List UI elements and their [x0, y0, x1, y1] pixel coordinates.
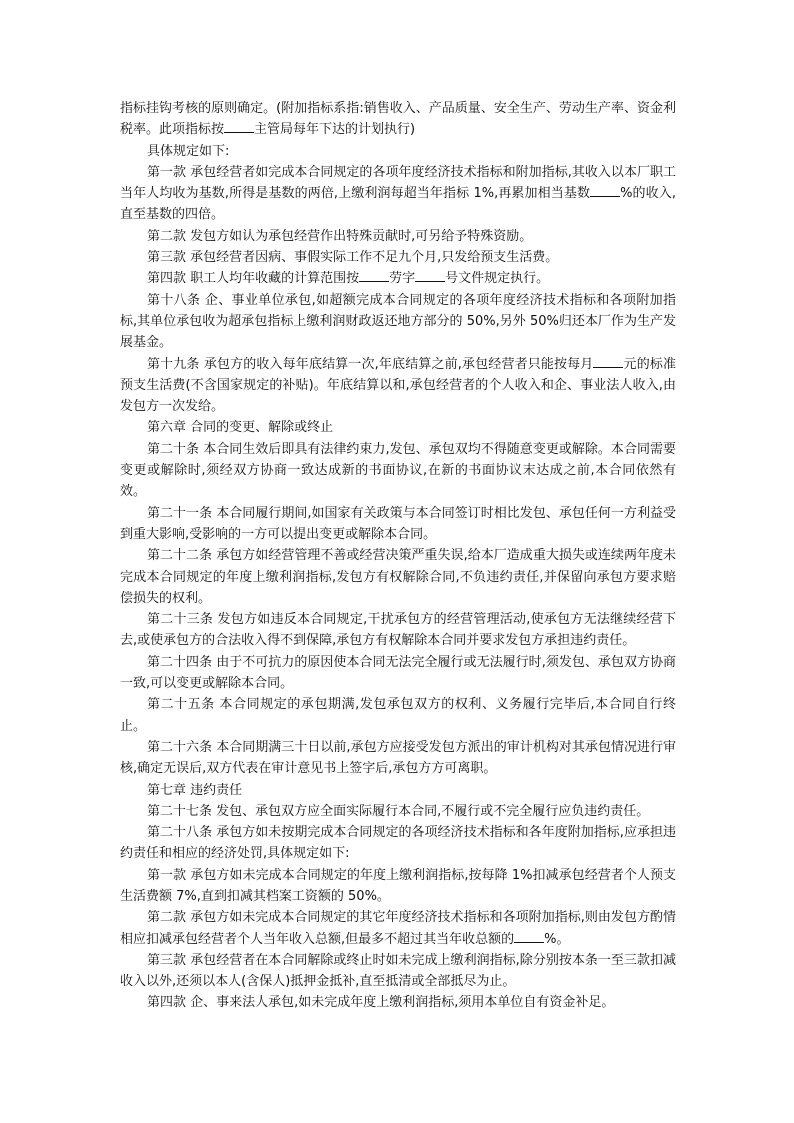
- paragraph-6: 第四款 职工人均年收藏的计算范围按 劳字 号文件规定执行。: [147, 271, 550, 287]
- paragraph-23: 第四款 企、事来法人承包,如未完成年度上缴利润指标,须用本单位自有资金补足。: [147, 995, 615, 1011]
- paragraph-11: 第二十一条 本合同履行期间,如国家有关政策与本合同签订时相比发包、承包任何一方利益受到重大影响,受影响的一方可以提出变更或解除本合同。: [120, 505, 676, 542]
- paragraph-3: 第一款 承包经营者如完成本合同规定的各项年度经济技术指标和附加指标,其收入以本厂职工当年人均收为基数,所得是基数的两倍,上缴利润每超当年指标 1%,再累加相当基数 %的收入,直至基数的四倍。: [120, 164, 676, 223]
- blank-field: [415, 281, 445, 282]
- paragraph-21: 第二款 承包方如未完成本合同规定的其它年度经济技术指标和各项附加指标,则由发包方酌情相应扣减承包经营者个人当年收入总额,但最多不超过其当年收总额的 %。: [120, 910, 676, 947]
- paragraph-18: 第二十七条 发包、承包双方应全面实际履行本合同,不履行或不完全履行应负违约责任。: [147, 803, 650, 819]
- blank-field: [514, 942, 544, 943]
- blank-field: [359, 281, 389, 282]
- document-page: [120, 98, 676, 1014]
- paragraph-16: 第二十六条 本合同期满三十日以前,承包方应接受发包方派出的审计机构对其承包情况进行审核,确定无误后,双方代表在审计意见书上签字后,承包方方可离职。: [120, 739, 676, 777]
- paragraph-14: 第二十四条 由于不可抗力的原因使本合同无法完全履行或无法履行时,须发包、承包双方协商一致,可以变更或解除本合同。: [120, 654, 676, 692]
- paragraph-10: 第二十条 本合同生效后即具有法律约束力,发包、承包双均不得随意变更或解除。本合同需要变更或解除时,须经双方协商一致达成新的书面协议,在新的书面协议末达成之前,本合同依然有效。: [120, 441, 676, 500]
- paragraph-8: 第十九条 承包方的收入每年底结算一次,年底结算之前,承包经营者只能按每月 元的标准预支生活费(不含国家规定的补贴)。年底结算以和,承包经营者的个人收入和企、事业法人收入,由发包方一次发给。: [120, 356, 676, 415]
- paragraph-20: 第一款 承包方如未完成本合同规定的年度上缴利润指标,按每降 1%扣减承包经营者个人预支生活费额 7%,直到扣减其档案工资额的 50%。: [120, 867, 676, 904]
- paragraph-4: 第二款 发包方如认为承包经营作出特殊贡献时,可另给予特殊资励。: [147, 228, 533, 244]
- paragraph-19: 第二十八条 承包方如未按期完成本合同规定的各项经济技术指标和各年度附加指标,应承担违约责任和相应的经济处罚,具体规定如下:: [120, 825, 676, 862]
- paragraph-15: 第二十五条 本合同规定的承包期满,发包承包双方的权利、义务履行完毕后,本合同自行终止。: [120, 697, 676, 734]
- paragraph-7: 第十八条 企、事业单位承包,如超额完成本合同规定的各项年度经济技术指标和各项附加指标,其单位承包收为超承包指标上缴利润财政返还地方部分的 50%,另外 50%归还本厂作为生产发展基金。: [120, 292, 676, 351]
- paragraph-22: 第三款 承包经营者在本合同解除或终止时如未完成上缴利润指标,除分别按本条一至三款扣减收入以外,还须以本人(含保人)抵押金抵补,直至抵清或全部抵尽为止。: [120, 952, 676, 990]
- blank-field: [224, 132, 254, 133]
- paragraph-2: 具体规定如下:: [147, 143, 230, 159]
- paragraph-1: 指标挂钩考核的原则确定。(附加指标系指:销售收入、产品质量、安全生产、劳动生产率、资金利税率。此项指标按 主管局每年下达的计划执行): [120, 101, 676, 138]
- blank-field: [590, 196, 620, 197]
- chapter-heading-6: 第六章 合同的变更、解除或终止: [147, 420, 334, 436]
- blank-field: [593, 367, 623, 368]
- paragraph-13: 第二十三条 发包方如违反本合同规定,干扰承包方的经营管理活动,使承包方无法继续经营下去,或使承包方的合法收入得不到保障,承包方有权解除本合同并要求发包方承担违约责任。: [120, 612, 676, 649]
- chapter-heading-7: 第七章 违约责任: [147, 782, 243, 798]
- paragraph-12: 第二十二条 承包方如经营管理不善或经营决策严重失误,给本厂造成重大损失或连续两年度未完成本合同规定的年度上缴利润指标,发包方有权解除合同,不负违约责任,并保留向承包方要求赔偿损失的权利。: [120, 548, 676, 606]
- paragraph-5: 第三款 承包经营者因病、事假实际工作不足九个月,只发给预支生活费。: [147, 250, 559, 266]
